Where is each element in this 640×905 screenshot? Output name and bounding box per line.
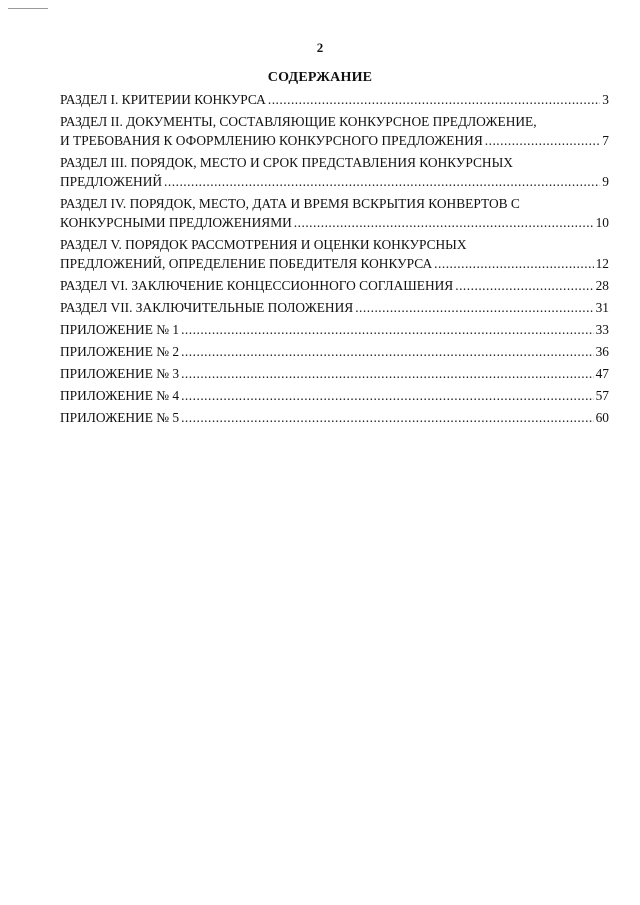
toc-entry-text: РАЗДЕЛ III. ПОРЯДОК, МЕСТО И СРОК ПРЕДСТАВЛЕНИЯ КОНКУРСНЫХ xyxy=(60,155,513,170)
toc-entry-text: ПРЕДЛОЖЕНИЙ, ОПРЕДЕЛЕНИЕ ПОБЕДИТЕЛЯ КОНКУРСА xyxy=(60,256,433,271)
toc-entry-section-3[interactable] xyxy=(60,153,609,191)
leader-dots xyxy=(485,131,601,150)
leader-dots xyxy=(181,386,594,405)
toc-entry-text: РАЗДЕЛ IV. ПОРЯДОК, МЕСТО, ДАТА И ВРЕМЯ ВСКРЫТИЯ КОНВЕРТОВ С xyxy=(60,196,520,211)
toc-entry-appendix-5[interactable] xyxy=(60,408,609,427)
toc-entry-text: ПРИЛОЖЕНИЕ № 2 xyxy=(60,344,180,359)
table-of-contents xyxy=(60,90,609,430)
toc-page-number: 36 xyxy=(595,344,609,359)
leader-dots xyxy=(294,213,594,232)
toc-page-number: 28 xyxy=(595,278,609,293)
toc-entry-section-2[interactable] xyxy=(60,112,609,150)
toc-page-number: 10 xyxy=(595,215,609,230)
toc-entry-text: ПРЕДЛОЖЕНИЙ xyxy=(60,174,163,189)
toc-entry-section-5[interactable] xyxy=(60,235,609,273)
toc-entry-appendix-4[interactable] xyxy=(60,386,609,405)
leader-dots xyxy=(181,342,594,361)
toc-entry-section-1[interactable] xyxy=(60,90,609,109)
toc-entry-text: И ТРЕБОВАНИЯ К ОФОРМЛЕНИЮ КОНКУРСНОГО ПРЕДЛОЖЕНИЯ xyxy=(60,133,483,148)
leader-dots xyxy=(434,254,593,273)
toc-entry-text: РАЗДЕЛ VI. ЗАКЛЮЧЕНИЕ КОНЦЕССИОННОГО СОГЛАШЕНИЯ xyxy=(60,278,454,293)
toc-page-number: 12 xyxy=(595,256,609,271)
leader-dots xyxy=(164,172,600,191)
leader-dots xyxy=(268,90,600,109)
toc-entry-text: РАЗДЕЛ VII. ЗАКЛЮЧИТЕЛЬНЫЕ ПОЛОЖЕНИЯ xyxy=(60,300,354,315)
toc-page-number: 47 xyxy=(595,366,609,381)
toc-entry-text: РАЗДЕЛ I. КРИТЕРИИ КОНКУРСА xyxy=(60,92,266,107)
toc-entry-text: ПРИЛОЖЕНИЕ № 4 xyxy=(60,388,180,403)
toc-entry-text: РАЗДЕЛ II. ДОКУМЕНТЫ, СОСТАВЛЯЮЩИЕ КОНКУРСНОЕ ПРЕДЛОЖЕНИЕ, xyxy=(60,114,537,129)
toc-page-number: 60 xyxy=(595,410,609,425)
toc-entry-text: ПРИЛОЖЕНИЕ № 3 xyxy=(60,366,180,381)
toc-entry-text: КОНКУРСНЫМИ ПРЕДЛОЖЕНИЯМИ xyxy=(60,215,292,230)
toc-page-number: 3 xyxy=(602,92,609,107)
toc-entry-text: ПРИЛОЖЕНИЕ № 5 xyxy=(60,410,180,425)
toc-entry-appendix-2[interactable] xyxy=(60,342,609,361)
leader-dots xyxy=(181,364,594,383)
toc-page-number: 31 xyxy=(595,300,609,315)
toc-page-number: 57 xyxy=(595,388,609,403)
toc-page-number: 9 xyxy=(602,174,609,189)
toc-page-number: 7 xyxy=(602,133,609,148)
leader-dots xyxy=(181,320,594,339)
toc-entry-section-6[interactable] xyxy=(60,276,609,295)
toc-entry-appendix-1[interactable] xyxy=(60,320,609,339)
toc-title: СОДЕРЖАНИЕ xyxy=(267,70,373,85)
toc-entry-text: РАЗДЕЛ V. ПОРЯДОК РАССМОТРЕНИЯ И ОЦЕНКИ КОНКУРСНЫХ xyxy=(60,237,467,252)
page-number: 2 xyxy=(316,40,324,55)
leader-dots xyxy=(355,298,593,317)
toc-page-number: 33 xyxy=(595,322,609,337)
scan-artifact xyxy=(8,8,48,9)
leader-dots xyxy=(181,408,594,427)
toc-entry-text: ПРИЛОЖЕНИЕ № 1 xyxy=(60,322,180,337)
toc-entry-section-7[interactable] xyxy=(60,298,609,317)
toc-entry-appendix-3[interactable] xyxy=(60,364,609,383)
leader-dots xyxy=(455,276,593,295)
toc-entry-section-4[interactable] xyxy=(60,194,609,232)
